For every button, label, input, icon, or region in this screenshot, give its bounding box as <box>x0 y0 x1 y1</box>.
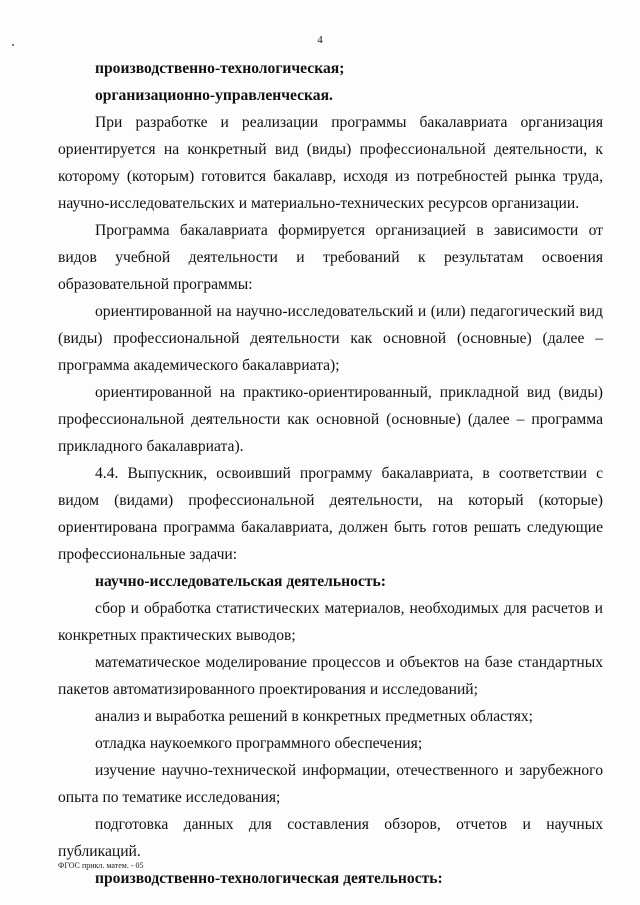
paragraph-applied-bachelor: ориентированной на практико-ориентированный, прикладной вид (виды) профессиональной деятельности как основной (основные) (далее – программа прикладного бакалавриата). <box>58 384 603 455</box>
paragraph-academic-bachelor: ориентированной на научно-исследовательский и (или) педагогический вид (виды) профессиональной деятельности как основной (основные) (далее – программа академического бакалавриата); <box>58 303 603 374</box>
list-item-production: производственно-технологическая; <box>95 60 345 77</box>
paragraph-4-4: 4.4. Выпускник, освоивший программу бакалавриата, в соответствии с видом (видами) профессиональной деятельности, на который (которые) ориентирована программа бакалавриата, должен быть готов решать следующие профессиональные задачи: <box>58 465 603 563</box>
page-number: 4 <box>317 34 323 46</box>
list-item-organizational: организационно-управленческая. <box>95 87 333 104</box>
section-heading-research: научно-исследовательская деятельность: <box>95 573 386 590</box>
task-item: сбор и обработка статистических материалов, необходимых для расчетов и конкретных практических выводов; <box>58 600 603 644</box>
task-item: отладка наукоемкого программного обеспечения; <box>95 735 423 752</box>
task-item: подготовка данных для составления обзоров, отчетов и научных публикаций. <box>58 816 603 860</box>
task-item: математическое моделирование процессов и объектов на базе стандартных пакетов автоматизированного проектирования и исследований; <box>58 654 603 698</box>
task-item: анализ и выработка решений в конкретных предметных областях; <box>95 708 533 725</box>
section-heading-production: производственно-технологическая деятельность: <box>95 870 443 887</box>
document-body <box>58 55 603 892</box>
paragraph-orientation: При разработке и реализации программы бакалавриата организация ориентируется на конкретный вид (виды) профессиональной деятельности, к которому (которым) готовится бакалавр, исходя из потребностей рынка труда, научно-исследовательских и материально-технических ресурсов организации. <box>58 114 603 212</box>
paragraph-program-formation: Программа бакалавриата формируется организацией в зависимости от видов учебной деятельности и требований к результатам освоения образовательной программы: <box>58 222 603 293</box>
page-footer: ФГОС прикл. матем. - 05 <box>58 861 144 870</box>
task-item: изучение научно-технической информации, отечественного и зарубежного опыта по тематике исследования; <box>58 762 603 806</box>
